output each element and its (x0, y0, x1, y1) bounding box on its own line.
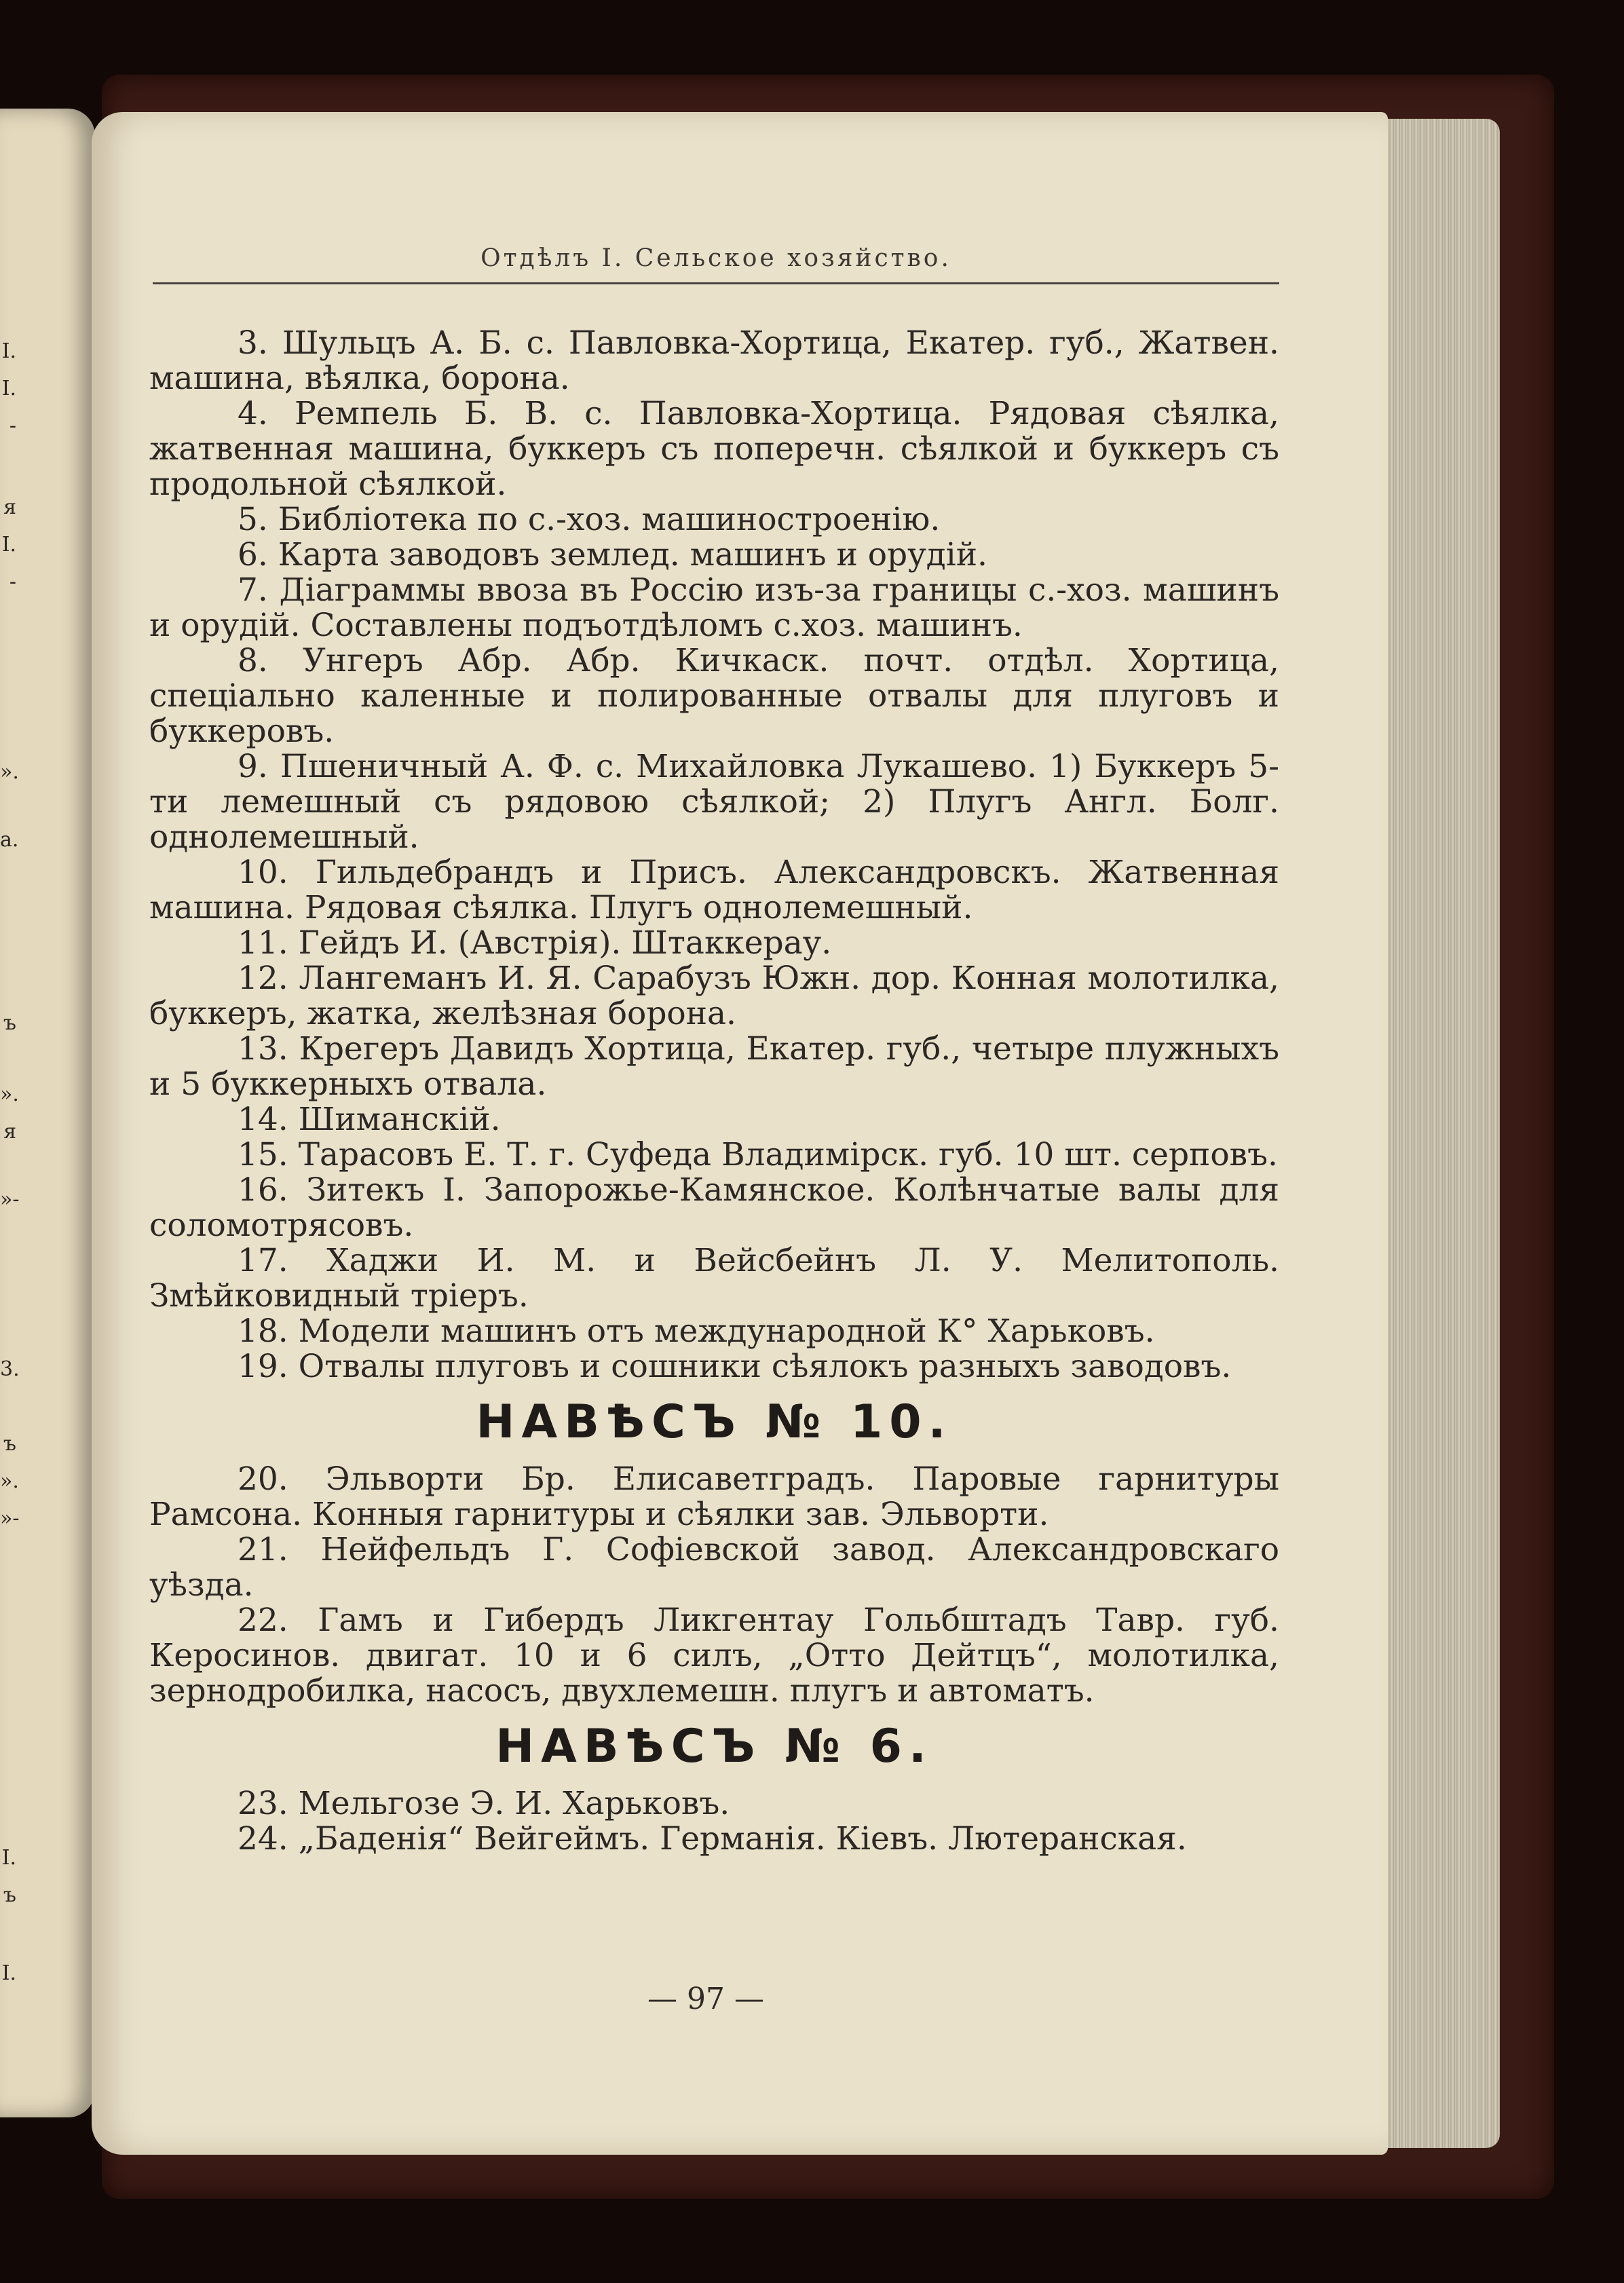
left-edge-text: ъ (3, 1883, 16, 1907)
left-edge-text: І. (1, 533, 16, 556)
left-edge-text: І. (1, 339, 16, 363)
list-item: 17. Хаджи И. М. и Вейсбейнъ Л. У. Мелитополь. Змѣйковидный тріеръ. (149, 1242, 1279, 1315)
left-edge-text: а. (0, 828, 19, 852)
page-header: Отдѣлъ I. Сельское хозяйство. (153, 244, 1279, 284)
left-edge-text: я (3, 495, 16, 519)
list-item: 19. Отвалы плуговъ и сошники сѣялокъ разныхъ заводовъ. (238, 1348, 1232, 1385)
list-item: 13. Крегеръ Давидъ Хортица, Екатер. губ., четыре плужныхъ и 5 буккерныхъ отвала. (149, 1030, 1279, 1103)
left-edge-text: - (9, 414, 16, 438)
list-item: 23. Мельгозе Э. И. Харьковъ. (238, 1785, 730, 1822)
left-edge-text: »- (0, 1507, 20, 1530)
list-item: 16. Зитекъ I. Запорожье-Камянское. Колѣнчатые валы для соломотрясовъ. (149, 1171, 1279, 1244)
list-item: 11. Гейдъ И. (Австрія). Штаккерау. (238, 924, 832, 962)
left-edge-text: ъ (3, 1011, 16, 1035)
list-item: 4. Ремпель Б. В. с. Павловка-Хортица. Рядовая сѣялка, жатвенная машина, буккеръ съ поперечн. сѣялкой и буккеръ съ продольной сѣялкой. (149, 395, 1279, 503)
section-heading-navess-6: НАВѢСЪ № 6. (495, 1720, 933, 1773)
list-item: 6. Карта заводовъ землед. машинъ и орудій. (238, 536, 987, 573)
page-number: — 97 — (647, 1982, 764, 2016)
left-edge-text: І. (1, 377, 16, 400)
list-item: 22. Гамъ и Гибердъ Ликгентау Гольбштадъ Тавр. губ. Керосинов. двигат. 10 и 6 силъ, „Отто Дейтцъ“, молотилка, зернодробилка, насосъ, двухлемешн. плугъ и автоматъ. (149, 1602, 1279, 1710)
left-edge-text: ». (0, 1082, 19, 1106)
list-item: 24. „Баденія“ Вейгеймъ. Германія. Кіевъ. Лютеранская. (238, 1820, 1187, 1857)
left-edge-text: »- (0, 1188, 20, 1211)
page-body (149, 326, 1279, 1857)
list-item: 8. Унгеръ Абр. Абр. Кичкаск. почт. отдѣл. Хортица, спеціально каленные и полированные отвалы для плуговъ и буккеровъ. (149, 642, 1279, 750)
list-item: 7. Діаграммы ввоза въ Россію изъ-за границы с.-хоз. машинъ и орудій. Составлены подъотдѣломъ с.хоз. машинъ. (149, 571, 1279, 644)
left-edge-text: я (3, 1120, 16, 1144)
left-edge-text: 3. (0, 1357, 20, 1381)
left-page-edge (0, 109, 95, 2117)
list-item: 3. Шульцъ А. Б. с. Павловка-Хортица, Екатер. губ., Жатвен. машина, вѣялка, борона. (149, 324, 1279, 397)
left-edge-text: ъ (3, 1432, 16, 1456)
list-item: 9. Пшеничный А. Ф. с. Михайловка Лукашево. 1) Буккеръ 5-ти лемешный съ рядовою сѣялкой; 2) Плугъ Англ. Болг. однолемешный. (149, 748, 1279, 856)
list-item: 20. Эльворти Бр. Елисаветградъ. Паровые гарнитуры Рамсона. Конныя гарнитуры и сѣялки зав. Эльворти. (149, 1460, 1279, 1533)
left-edge-text: І. (1, 1846, 16, 1870)
left-edge-text: ». (0, 1469, 19, 1493)
left-edge-text: І. (1, 1961, 16, 1985)
list-item: 18. Модели машинъ отъ международной К° Харьковъ. (238, 1313, 1155, 1350)
left-edge-text: - (9, 570, 16, 594)
list-item: 5. Библіотека по с.-хоз. машиностроенію. (238, 501, 941, 538)
list-item: 14. Шиманскій. (238, 1101, 501, 1138)
left-edge-text: ». (0, 760, 19, 784)
list-item: 12. Лангеманъ И. Я. Сарабузъ Южн. дор. Конная молотилка, буккеръ, жатка, желѣзная борона. (149, 960, 1279, 1032)
list-item: 15. Тарасовъ Е. Т. г. Суфеда Владимірск. губ. 10 шт. серповъ. (238, 1136, 1278, 1173)
section-heading-navess-10: НАВѢСЪ № 10. (476, 1395, 953, 1449)
list-item: 21. Нейфельдъ Г. Софіевской завод. Александровскаго уѣзда. (149, 1531, 1279, 1604)
list-item: 10. Гильдебрандъ и Присъ. Александровскъ. Жатвенная машина. Рядовая сѣялка. Плугъ однолемешный. (149, 854, 1279, 926)
